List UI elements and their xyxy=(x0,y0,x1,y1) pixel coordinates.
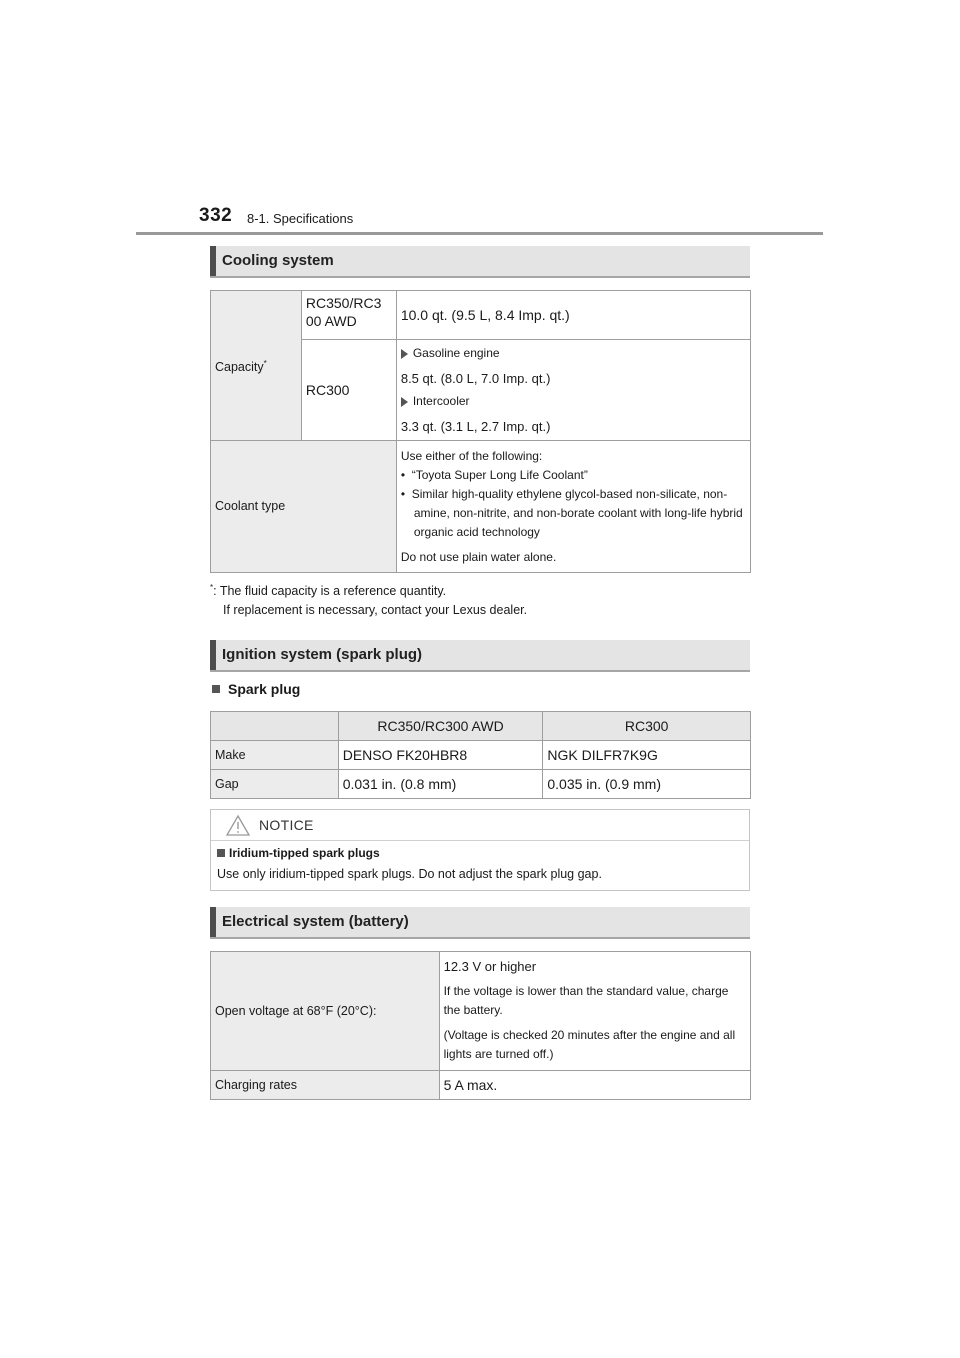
spark-header-rc350: RC350/RC300 AWD xyxy=(338,712,543,741)
capacity-footnote-mark: * xyxy=(263,358,267,368)
notice-subheading xyxy=(217,846,380,860)
rc300-model-cell: RC300 xyxy=(301,340,396,441)
coolant-warning: Do not use plain water alone. xyxy=(400,549,557,564)
gap-label: Gap xyxy=(211,770,339,799)
coolant-option-2: Similar high-quality ethylene glycol-based non-silicate, non-amine, non-nitrite, and non-borate coolant with long-life hybrid organic acid technology xyxy=(411,486,743,539)
heading-bar xyxy=(210,246,216,276)
electrical-system-heading xyxy=(210,907,750,939)
ignition-system-title: Ignition system (spark plug) xyxy=(222,646,423,663)
footnote-line-2: If replacement is necessary, contact your Lexus dealer. xyxy=(223,603,528,618)
gasoline-capacity: 8.5 qt. (8.0 L, 7.0 Imp. qt.) xyxy=(400,371,551,386)
notice-text: Use only iridium-tipped spark plugs. Do not adjust the spark plug gap. xyxy=(217,867,602,881)
capacity-footnote xyxy=(210,578,527,620)
spark-plug-subheading xyxy=(212,681,300,697)
open-voltage-cell xyxy=(439,952,750,1071)
table-row xyxy=(211,712,751,741)
heading-bar xyxy=(210,907,216,937)
rc300-capacity-cell xyxy=(396,340,750,441)
charging-rates-value: 5 A max. xyxy=(439,1071,750,1100)
triangle-bullet-icon xyxy=(401,349,408,359)
make-rc350-value: DENSO FK20HBR8 xyxy=(338,741,543,770)
coolant-type-label: Coolant type xyxy=(211,441,397,573)
coolant-intro: Use either of the following: xyxy=(400,448,543,463)
header-divider xyxy=(136,232,823,235)
voltage-note: If the voltage is lower than the standard value, charge the battery. xyxy=(443,983,729,1017)
table-row xyxy=(211,741,751,770)
coolant-type-cell xyxy=(396,441,750,573)
spark-header-rc300: RC300 xyxy=(543,712,751,741)
table-row xyxy=(211,770,751,799)
charging-rates-label: Charging rates xyxy=(211,1071,440,1100)
warning-triangle-icon xyxy=(225,814,251,837)
make-label: Make xyxy=(211,741,339,770)
square-bullet-icon xyxy=(212,685,220,693)
notice-subtitle: Iridium-tipped spark plugs xyxy=(229,846,380,860)
capacity-label-cell xyxy=(211,291,302,441)
ignition-system-heading xyxy=(210,640,750,672)
square-bullet-icon xyxy=(217,849,225,857)
gap-rc300-value: 0.035 in. (0.9 mm) xyxy=(543,770,751,799)
table-row xyxy=(211,291,751,340)
cooling-system-title: Cooling system xyxy=(222,252,334,269)
page-number: 332 xyxy=(199,205,233,226)
cooling-system-heading xyxy=(210,246,750,278)
intercooler-label: Intercooler xyxy=(412,394,470,408)
section-title: 8-1. Specifications xyxy=(247,211,354,226)
cooling-table xyxy=(210,290,751,573)
table-row xyxy=(211,441,751,573)
heading-bar xyxy=(210,640,216,670)
gap-rc350-value: 0.031 in. (0.8 mm) xyxy=(338,770,543,799)
capacity-label: Capacity xyxy=(215,360,264,375)
bullet-dot-icon: • xyxy=(400,467,412,482)
voltage-check-note: (Voltage is checked 20 minutes after the engine and all lights are turned off.) xyxy=(443,1027,736,1061)
footnote-line-1: : The fluid capacity is a reference quantity. xyxy=(213,584,447,599)
table-row xyxy=(211,952,751,1071)
notice-box xyxy=(210,809,750,891)
notice-header xyxy=(211,810,749,841)
battery-table xyxy=(210,951,751,1100)
coolant-option-1: “Toyota Super Long Life Coolant” xyxy=(411,467,588,482)
triangle-bullet-icon xyxy=(401,397,408,407)
intercooler-capacity: 3.3 qt. (3.1 L, 2.7 Imp. qt.) xyxy=(400,419,551,434)
spark-header-blank xyxy=(211,712,339,741)
make-rc300-value: NGK DILFR7K9G xyxy=(543,741,751,770)
footnote-mark: * xyxy=(210,583,214,592)
spark-plug-subtitle: Spark plug xyxy=(228,681,301,697)
open-voltage-label: Open voltage at 68°F (20°C): xyxy=(211,952,440,1071)
rc350-model-cell: RC350/RC3 00 AWD xyxy=(301,291,396,340)
bullet-dot-icon: • xyxy=(400,486,412,501)
electrical-system-title: Electrical system (battery) xyxy=(222,913,409,930)
rc350-capacity-cell: 10.0 qt. (9.5 L, 8.4 Imp. qt.) xyxy=(396,291,750,340)
spark-plug-table xyxy=(210,711,751,799)
table-row xyxy=(211,1071,751,1100)
voltage-value: 12.3 V or higher xyxy=(443,958,537,974)
notice-title: NOTICE xyxy=(259,817,314,833)
gasoline-engine-label: Gasoline engine xyxy=(412,346,500,360)
